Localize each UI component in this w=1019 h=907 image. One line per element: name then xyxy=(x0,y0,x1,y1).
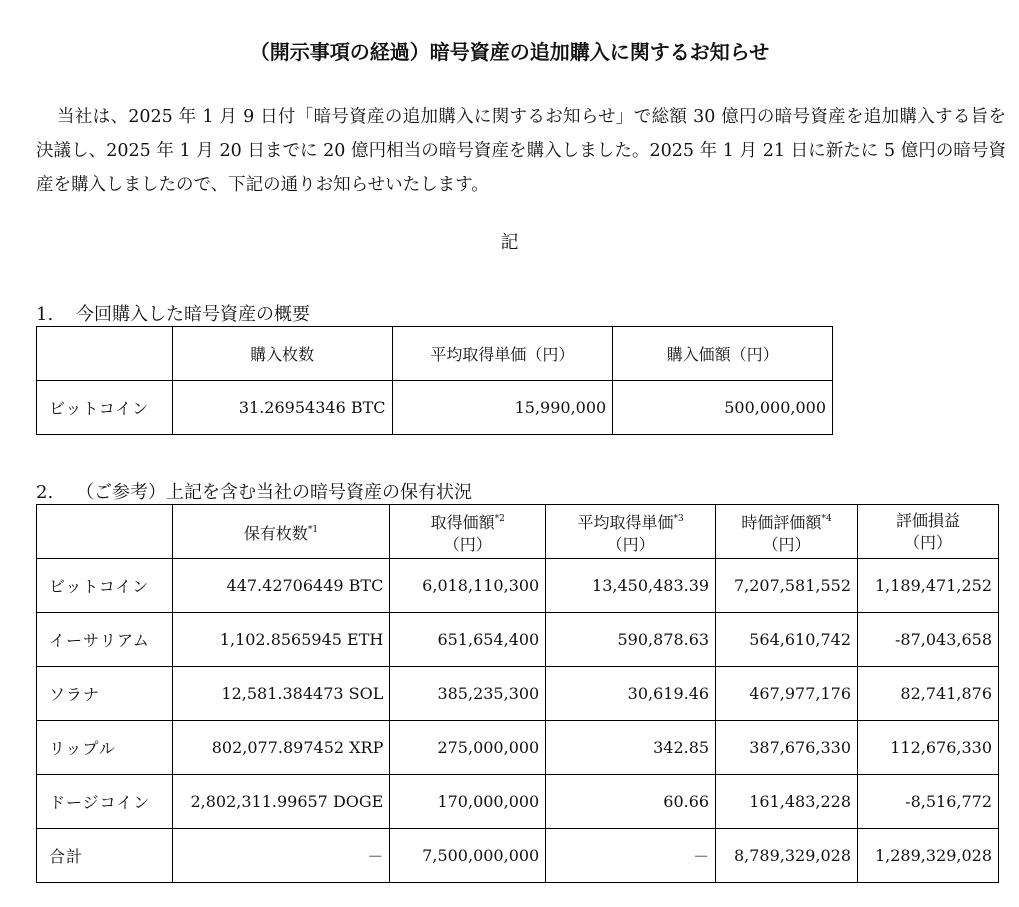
table-cell: 2,802,311.99657 DOGE xyxy=(172,775,390,829)
table-cell: 60.66 xyxy=(546,775,716,829)
table-row xyxy=(37,613,999,667)
asset-name-cell: ドージコイン xyxy=(37,775,173,829)
table-header-cell xyxy=(390,505,546,559)
table-header-cell xyxy=(172,505,390,559)
table-cell: 387,676,330 xyxy=(716,721,858,775)
table-row xyxy=(37,667,999,721)
table-cell: － xyxy=(546,829,716,883)
table-cell: -87,043,658 xyxy=(858,613,999,667)
footnote-marker: *1 xyxy=(307,524,319,535)
section1-number: 1. xyxy=(36,304,54,325)
page-title: （開示事項の経過）暗号資産の追加購入に関するお知らせ xyxy=(249,40,770,64)
section2-heading xyxy=(36,478,472,504)
table-cell: － xyxy=(172,829,390,883)
header-unit: （円） xyxy=(904,532,953,552)
table-header-row xyxy=(37,327,833,381)
table-cell: 590,878.63 xyxy=(546,613,716,667)
holdings-table xyxy=(36,504,999,883)
table-row xyxy=(37,381,833,435)
table-cell: 8,789,329,028 xyxy=(716,829,858,883)
footnote-marker: *4 xyxy=(821,513,832,524)
footnote-marker: *2 xyxy=(494,513,505,524)
footnote-marker: *3 xyxy=(673,513,684,524)
table-cell: 12,581.384473 SOL xyxy=(172,667,390,721)
table-cell: 6,018,110,300 xyxy=(390,559,546,613)
header-label: 時価評価額 xyxy=(741,512,822,532)
table-header-cell: 購入枚数 xyxy=(172,327,392,381)
table-row xyxy=(37,775,999,829)
intro-paragraph: 当社は、2025 年 1 月 9 日付「暗号資産の追加購入に関するお知らせ」で総額 30 億円の暗号資産を追加購入する旨を決議し、2025 年 1 月 20 日までに 20 億円相当の暗号資産を購入しました。2025 年 1 月 21 日に新たに 5 億円の暗号資産を購入しましたので、下記の通りお知らせいたします。 xyxy=(36,107,1006,195)
header-unit: （円） xyxy=(762,534,811,554)
table-cell: 170,000,000 xyxy=(390,775,546,829)
table-cell: 31.26954346 BTC xyxy=(172,381,392,435)
table-cell: 161,483,228 xyxy=(716,775,858,829)
table-cell: 112,676,330 xyxy=(858,721,999,775)
header-label: 保有枚数 xyxy=(243,523,308,543)
table-cell: 13,450,483.39 xyxy=(546,559,716,613)
header-label: 平均取得単価 xyxy=(577,512,674,532)
asset-name-cell: リップル xyxy=(37,721,173,775)
header-label: 取得価額 xyxy=(430,512,495,532)
table-cell: 342.85 xyxy=(546,721,716,775)
table-cell: 1,102.8565945 ETH xyxy=(172,613,390,667)
table-cell: 564,610,742 xyxy=(716,613,858,667)
asset-name-cell: ソラナ xyxy=(37,667,173,721)
table-cell: 82,741,876 xyxy=(858,667,999,721)
table-header-cell xyxy=(858,505,999,559)
table-header-cell: 購入価額（円） xyxy=(613,327,833,381)
table-cell: 7,500,000,000 xyxy=(390,829,546,883)
table-header-cell xyxy=(716,505,858,559)
table-row xyxy=(37,721,999,775)
table-cell: 15,990,000 xyxy=(392,381,613,435)
table-cell: 1,189,471,252 xyxy=(858,559,999,613)
section2-number: 2. xyxy=(36,482,54,503)
table-cell: 467,977,176 xyxy=(716,667,858,721)
table-header-cell xyxy=(37,327,173,381)
table-cell: 385,235,300 xyxy=(390,667,546,721)
asset-name-cell: イーサリアム xyxy=(37,613,173,667)
table-header-cell xyxy=(546,505,716,559)
table-cell: 651,654,400 xyxy=(390,613,546,667)
section1-heading xyxy=(36,300,310,326)
asset-name-cell: ビットコイン xyxy=(37,381,173,435)
table-header-row xyxy=(37,505,999,559)
ki-marker: 記 xyxy=(500,232,519,253)
total-label-cell: 合計 xyxy=(37,829,173,883)
section1-title: 今回購入した暗号資産の概要 xyxy=(76,304,310,325)
header-unit: （円） xyxy=(443,534,492,554)
purchase-summary-table xyxy=(36,326,833,435)
table-cell: 275,000,000 xyxy=(390,721,546,775)
table-cell: 447.42706449 BTC xyxy=(172,559,390,613)
header-unit: （円） xyxy=(606,534,655,554)
table-cell: 500,000,000 xyxy=(613,381,833,435)
table-header-cell xyxy=(37,505,173,559)
table-row xyxy=(37,559,999,613)
table-cell: 1,289,329,028 xyxy=(858,829,999,883)
asset-name-cell: ビットコイン xyxy=(37,559,173,613)
total-row xyxy=(37,829,999,883)
table-cell: 802,077.897452 XRP xyxy=(172,721,390,775)
table-cell: 7,207,581,552 xyxy=(716,559,858,613)
header-label: 評価損益 xyxy=(896,510,961,530)
table-cell: 30,619.46 xyxy=(546,667,716,721)
table-header-cell: 平均取得単価（円） xyxy=(392,327,613,381)
table-cell: -8,516,772 xyxy=(858,775,999,829)
section2-title: （ご参考）上記を含む当社の暗号資産の保有状況 xyxy=(76,482,472,503)
